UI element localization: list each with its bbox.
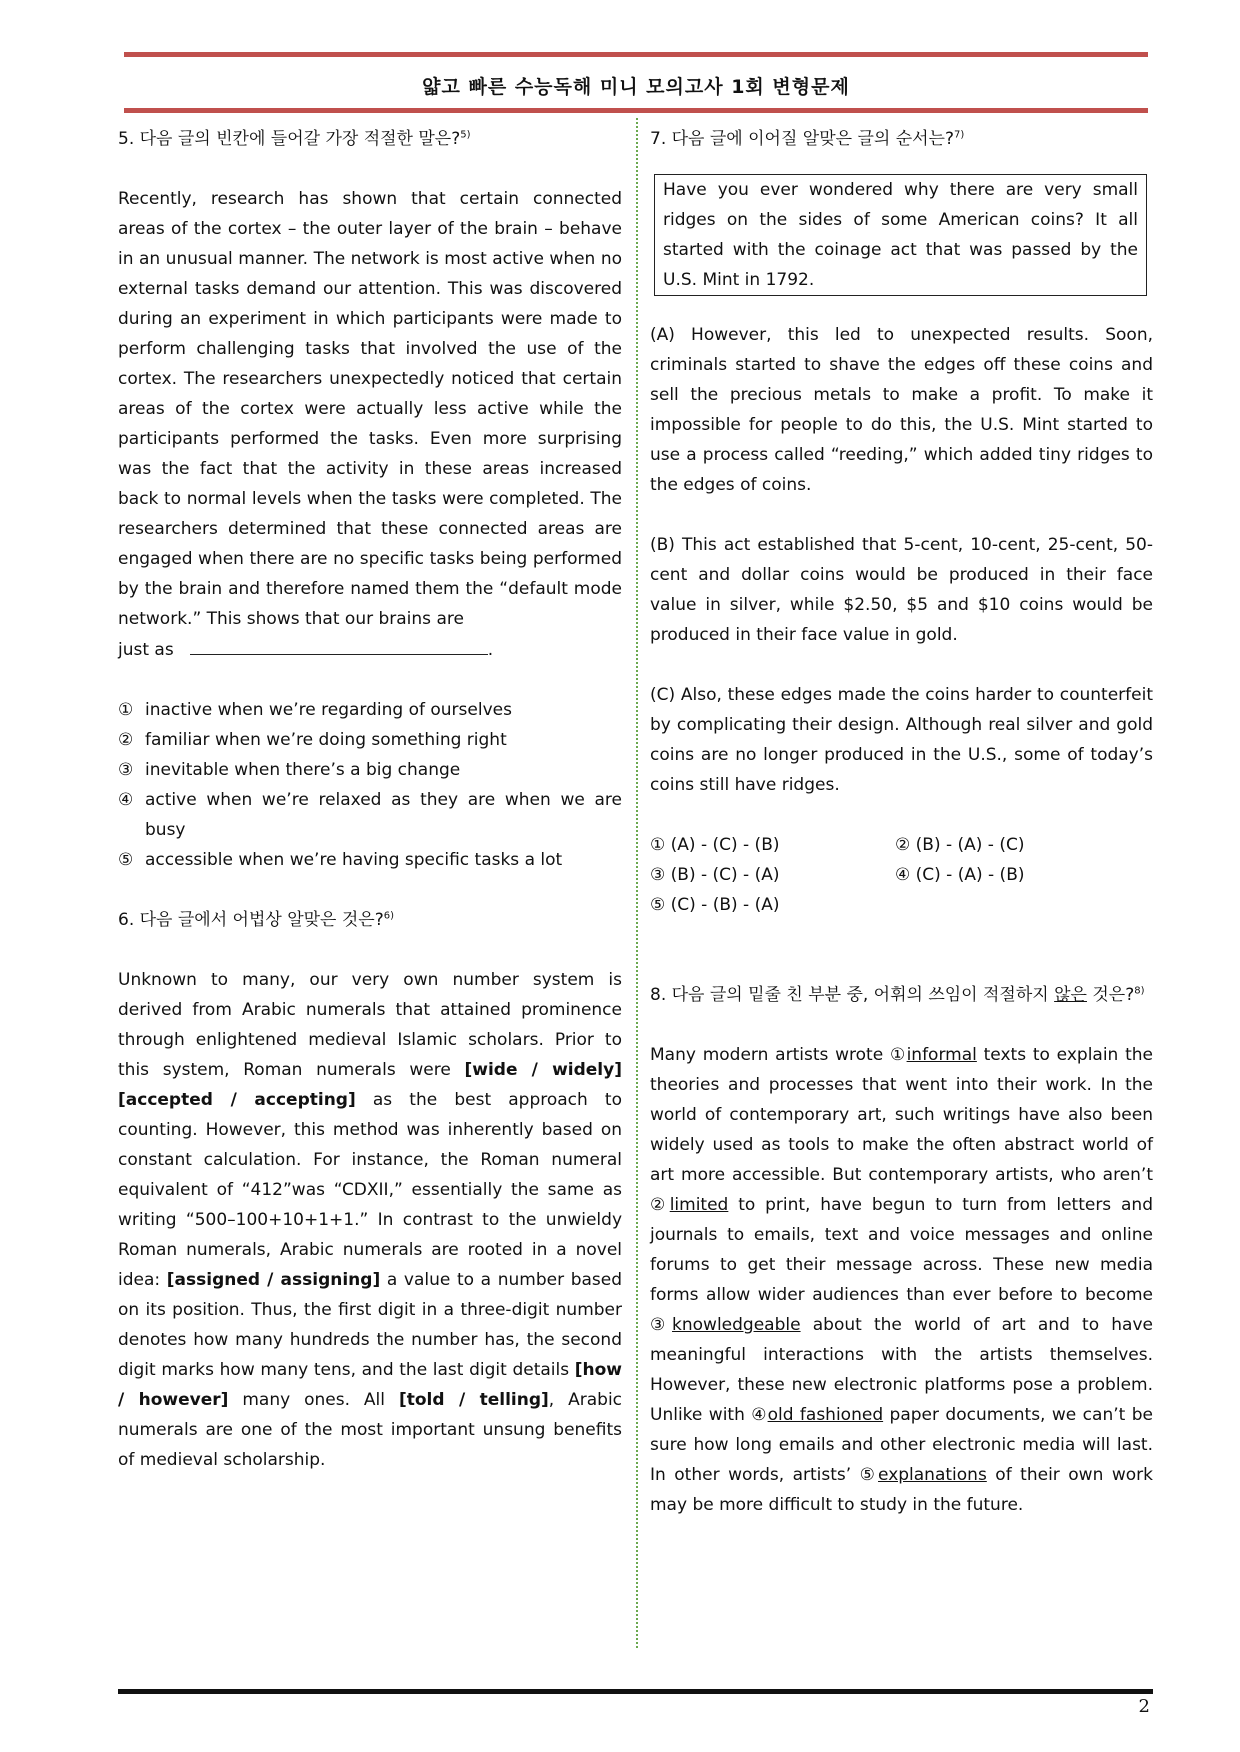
question-5-options xyxy=(118,695,622,875)
page-number: 2 xyxy=(1138,1696,1150,1717)
question-7-options xyxy=(650,830,1153,920)
question-5-title: 5. 다음 글의 빈칸에 들어갈 가장 적절한 말은?$^{5)}$ xyxy=(118,129,471,149)
underlined-word-1[interactable]: informal xyxy=(906,1045,977,1065)
option-2[interactable]: ② familiar when we’re doing something right xyxy=(118,730,507,750)
question-6-title: 6. 다음 글에서 어법상 알맞은 것은?$^{6)}$ xyxy=(118,910,395,930)
column-divider xyxy=(636,118,638,1648)
option-5[interactable]: ⑤ accessible when we’re having specific tasks a lot xyxy=(118,850,563,870)
grammar-choice-1[interactable]: [wide / widely] [accepted / accepting] xyxy=(118,1060,622,1110)
question-8-title: 8. 다음 글의 밑줄 친 부분 중, 어휘의 쓰임이 적절하지 않은 것은?$^{8)}$ xyxy=(650,985,1145,1005)
option-3[interactable]: ③ (B) - (C) - (A) xyxy=(650,865,780,885)
question-7-intro-box: Have you ever wondered why there are very small ridges on the sides of some American coins? It all started with the coinage act that was passed by the U.S. Mint in 1792. xyxy=(654,174,1147,296)
footer-rule xyxy=(118,1689,1153,1694)
grammar-choice-3[interactable]: [how / however] xyxy=(118,1360,622,1410)
footnote-ref: 6) xyxy=(383,910,395,922)
grammar-choice-4[interactable]: [told / telling] xyxy=(398,1390,549,1410)
answer-blank xyxy=(190,634,488,655)
underlined-word-4[interactable]: old fashioned xyxy=(767,1405,884,1425)
footnote-ref: 5) xyxy=(460,129,471,141)
question-7-title: 7. 다음 글에 이어질 알맞은 글의 순서는?$^{7)}$ xyxy=(650,129,965,149)
page-title: 얇고 빠른 수능독해 미니 모의고사 1회 변형문제 xyxy=(422,76,850,98)
option-1[interactable]: ① inactive when we’re regarding of ourselves xyxy=(118,700,512,720)
option-2[interactable]: ② (B) - (A) - (C) xyxy=(895,835,1025,855)
question-7-paragraph-a: (A) However, this led to unexpected results. Soon, criminals started to shave the edges off these coins and sell the precious metals to make a profit. To make it impossible for people to do this, the U.S. Mint started to use a process called “reeding,” which added tiny ridges to the edges of coins. xyxy=(650,325,1153,495)
footnote-ref: 7) xyxy=(954,129,965,141)
left-column xyxy=(118,124,622,1475)
question-8-passage: Many modern artists wrote ①informal texts to explain the theories and processes that went into their work. In the world of contemporary art, such writings have also been widely used as tools to make the often abstract world of art more accessible. But contemporary artists, who aren’t ②limited to print, have begun to turn from letters and journals to emails, text and voice messages and online forums to get their message across. These new media forms allow wider audiences than ever before to become ③knowledgeable about the world of art and to have meaningful interactions with the artists themselves. However, these new electronic platforms pose a problem. Unlike with ④old fashioned paper documents, we can’t be sure how long emails and other electronic media will last. In other words, artists’ ⑤explanations of their own work may be more difficult to study in the future. xyxy=(650,1045,1154,1515)
question-5-passage: Recently, research has shown that certain connected areas of the cortex – the outer layer of the brain – behave in an unusual manner. The network is most active when no external tasks demand our attention. This was discovered during an experiment in which participants were made to perform challenging tasks that involved the use of the cortex. The researchers unexpectedly noticed that certain areas of the cortex were actually less active while the participants performed the tasks. Even more surprising was the fact that the activity in these areas increased back to normal levels when the tasks were completed. The researchers determined that these connected areas are engaged when there are no specific tasks being performed by the brain and therefore named them the “default mode network.” This shows that our brains are xyxy=(118,189,622,629)
header-bottom-rule xyxy=(124,108,1148,113)
question-5-blank-line: just as . xyxy=(118,634,622,665)
header-top-rule xyxy=(124,52,1148,57)
right-column xyxy=(650,124,1153,1520)
underlined-word-2[interactable]: limited xyxy=(669,1195,729,1215)
option-4[interactable]: ④ (C) - (A) - (B) xyxy=(895,865,1025,885)
footnote-ref: 8) xyxy=(1134,985,1145,997)
question-6-passage: Unknown to many, our very own number system is derived from Arabic numerals that attained prominence through enlightened medieval Islamic scholars. Prior to this system, Roman numerals were [wide / widely] [accepted / accepting] as the best approach to counting. However, this method was inherently based on constant calculation. For instance, the Roman numeral equivalent of “412”was “CDXII,” essentially the same as writing “500–100+10+1+1.” In contrast to the unwieldy Roman numerals, Arabic numerals are rooted in a novel idea: [assigned / assigning] a value to a number based on its position. Thus, the first digit in a three-digit number denotes how many hundreds the number has, the second digit marks how many tens, and the last digit details [how / however] many ones. All [told / telling], Arabic numerals are one of the most important unsung benefits of medieval scholarship. xyxy=(118,970,623,1470)
grammar-choice-2[interactable]: [assigned / assigning] xyxy=(166,1270,381,1290)
question-7-paragraph-b: (B) This act established that 5-cent, 10-cent, 25-cent, 50-cent and dollar coins would be produced in their face value in silver, while $2.50, $5 and $10 coins would be produced in their face value in gold. xyxy=(650,535,1153,645)
option-3[interactable]: ③ inevitable when there’s a big change xyxy=(118,760,461,780)
option-4[interactable]: ④ active when we’re relaxed as they are when we are busy xyxy=(118,790,622,840)
option-1[interactable]: ① (A) - (C) - (B) xyxy=(650,835,780,855)
option-5[interactable]: ⑤ (C) - (B) - (A) xyxy=(650,895,780,915)
question-7-paragraph-c: (C) Also, these edges made the coins harder to counterfeit by complicating their design. Although real silver and gold coins are no longer produced in the U.S., some of today’s coins still have ridges. xyxy=(650,685,1153,795)
underlined-word-5[interactable]: explanations xyxy=(878,1465,987,1485)
underlined-word-3[interactable]: knowledgeable xyxy=(672,1315,801,1335)
